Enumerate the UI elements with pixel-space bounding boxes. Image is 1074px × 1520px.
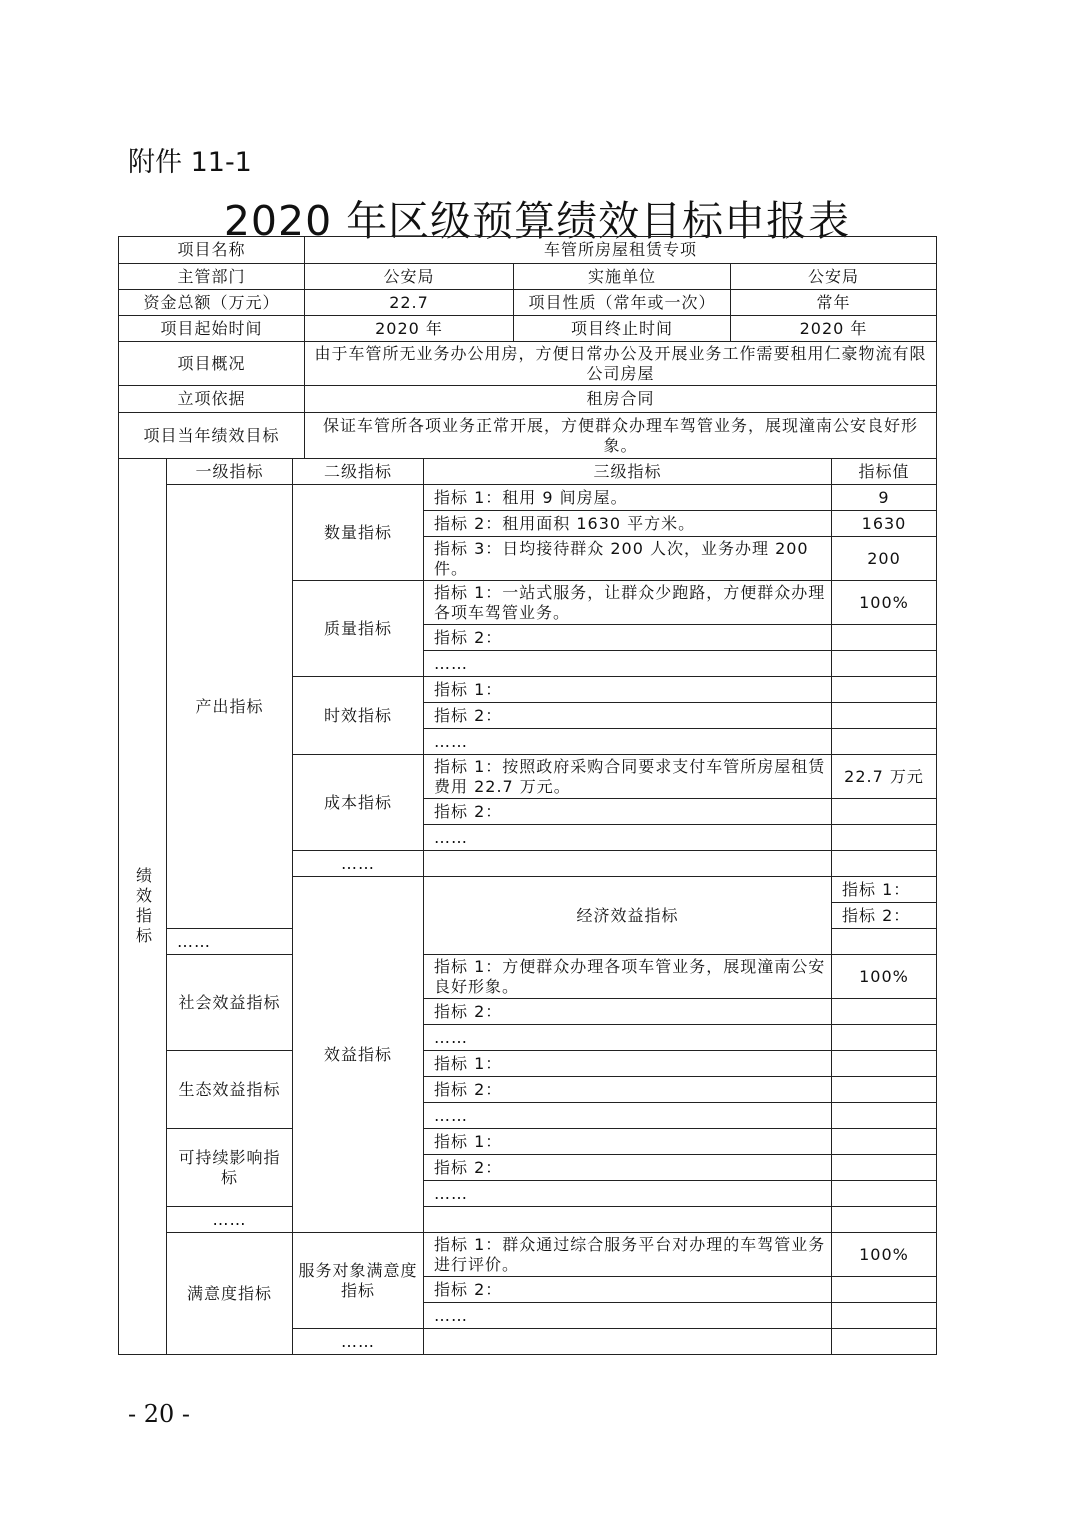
- level2-quality: 质量指标: [293, 581, 424, 677]
- level1-satisfaction: 满意度指标: [167, 1233, 293, 1355]
- economic-ind2: 指标 2：: [832, 903, 937, 929]
- page-title: 2020 年区级预算绩效目标申报表: [223, 197, 851, 245]
- start-label: 项目起始时间: [119, 316, 305, 342]
- empty-value: [832, 1129, 937, 1155]
- sustainable-ellipsis: ……: [424, 1181, 832, 1207]
- service-ind1: 指标 1：群众通过综合服务平台对办理的车驾管业务进行评价。: [424, 1233, 832, 1277]
- quantity-ind3: 指标 3：日均接待群众 200 人次，业务办理 200 件。: [424, 537, 832, 581]
- level2-service: 服务对象满意度指标: [293, 1233, 424, 1329]
- service-ellipsis: ……: [424, 1303, 832, 1329]
- timeliness-ind2: 指标 2：: [424, 703, 832, 729]
- empty-value: [832, 703, 937, 729]
- indicator-table: [118, 458, 937, 1355]
- fund-label: 资金总额（万元）: [119, 290, 305, 316]
- quantity-ind1: 指标 1：租用 9 间房屋。: [424, 485, 832, 511]
- page-number: - 20 -: [128, 1400, 191, 1428]
- empty-value: [832, 1077, 937, 1103]
- social-ind1-value: 100%: [832, 955, 937, 999]
- level2-timeliness: 时效指标: [293, 677, 424, 755]
- empty-value: [832, 729, 937, 755]
- output-level2-ellipsis: ……: [293, 851, 424, 877]
- level2-ecological: 生态效益指标: [167, 1051, 293, 1129]
- level2-social: 社会效益指标: [167, 955, 293, 1051]
- project-name-label: 项目名称: [119, 237, 305, 264]
- empty-value: [832, 1181, 937, 1207]
- empty-level3: [424, 1207, 832, 1233]
- end-label: 项目终止时间: [514, 316, 731, 342]
- dept-value: 公安局: [305, 264, 514, 290]
- empty-level3: [424, 851, 832, 877]
- project-name-value: 车管所房屋租赁专项: [305, 237, 937, 264]
- sustainable-ind2: 指标 2：: [424, 1155, 832, 1181]
- satisfaction-level2-ellipsis: ……: [293, 1329, 424, 1355]
- empty-value: [832, 625, 937, 651]
- empty-value: [832, 999, 937, 1025]
- col-level2: 二级指标: [293, 459, 424, 485]
- empty-value: [832, 1303, 937, 1329]
- quantity-ind1-value: 9: [832, 485, 937, 511]
- cost-ind2: 指标 2：: [424, 799, 832, 825]
- goal-label: 项目当年绩效目标: [119, 413, 305, 459]
- timeliness-ind1: 指标 1：: [424, 677, 832, 703]
- basis-label: 立项依据: [119, 386, 305, 413]
- social-ellipsis: ……: [424, 1025, 832, 1051]
- economic-ellipsis: ……: [167, 929, 293, 955]
- cost-ind1: 指标 1：按照政府采购合同要求支付车管所房屋租赁费用 22.7 万元。: [424, 755, 832, 799]
- cost-ind1-value: 22.7 万元: [832, 755, 937, 799]
- cost-ellipsis: ……: [424, 825, 832, 851]
- empty-value: [832, 651, 937, 677]
- dept-label: 主管部门: [119, 264, 305, 290]
- empty-value: [832, 825, 937, 851]
- benefit-level2-ellipsis: ……: [167, 1207, 293, 1233]
- basis-value: 租房合同: [305, 386, 937, 413]
- end-value: 2020 年: [731, 316, 937, 342]
- quantity-ind3-value: 200: [832, 537, 937, 581]
- quality-ellipsis: ……: [424, 651, 832, 677]
- nature-value: 常年: [731, 290, 937, 316]
- empty-value: [832, 1207, 937, 1233]
- empty-value: [832, 1155, 937, 1181]
- col-level3: 三级指标: [424, 459, 832, 485]
- attachment-label: 附件 11-1: [128, 147, 252, 178]
- side-label: 绩效指标: [133, 866, 153, 947]
- empty-value: [832, 1051, 937, 1077]
- empty-value: [832, 1025, 937, 1051]
- level2-cost: 成本指标: [293, 755, 424, 851]
- quantity-ind2: 指标 2：租用面积 1630 平方米。: [424, 511, 832, 537]
- level1-output: 产出指标: [167, 485, 293, 929]
- social-ind2: 指标 2：: [424, 999, 832, 1025]
- goal-value: 保证车管所各项业务正常开展，方便群众办理车驾管业务，展现潼南公安良好形象。: [305, 413, 937, 459]
- quality-ind1-value: 100%: [832, 581, 937, 625]
- side-label-cell: [119, 459, 167, 1355]
- service-ind2: 指标 2：: [424, 1277, 832, 1303]
- ecological-ind2: 指标 2：: [424, 1077, 832, 1103]
- level2-sustainable: 可持续影响指标: [167, 1129, 293, 1207]
- ecological-ind1: 指标 1：: [424, 1051, 832, 1077]
- quality-ind1: 指标 1：一站式服务，让群众少跑路，方便群众办理各项车驾管业务。: [424, 581, 832, 625]
- level1-benefit: 效益指标: [293, 877, 424, 1233]
- empty-level3: [424, 1329, 832, 1355]
- sustainable-ind1: 指标 1：: [424, 1129, 832, 1155]
- social-ind1: 指标 1：方便群众办理各项车管业务，展现潼南公安良好形象。: [424, 955, 832, 999]
- timeliness-ellipsis: ……: [424, 729, 832, 755]
- empty-value: [832, 1329, 937, 1355]
- fund-value: 22.7: [305, 290, 514, 316]
- overview-value: 由于车管所无业务办公用房，方便日常办公及开展业务工作需要租用仁豪物流有限公司房屋: [305, 342, 937, 386]
- overview-label: 项目概况: [119, 342, 305, 386]
- impl-unit-value: 公安局: [731, 264, 937, 290]
- impl-unit-label: 实施单位: [514, 264, 731, 290]
- nature-label: 项目性质（常年或一次）: [514, 290, 731, 316]
- level2-economic: 经济效益指标: [424, 877, 832, 955]
- ecological-ellipsis: ……: [424, 1103, 832, 1129]
- empty-value: [832, 1277, 937, 1303]
- empty-value: [832, 851, 937, 877]
- col-level1: 一级指标: [167, 459, 293, 485]
- empty-value: [832, 929, 937, 955]
- empty-value: [832, 677, 937, 703]
- quality-ind2: 指标 2：: [424, 625, 832, 651]
- economic-ind1: 指标 1：: [832, 877, 937, 903]
- empty-value: [832, 799, 937, 825]
- service-ind1-value: 100%: [832, 1233, 937, 1277]
- quantity-ind2-value: 1630: [832, 511, 937, 537]
- level2-quantity: 数量指标: [293, 485, 424, 581]
- start-value: 2020 年: [305, 316, 514, 342]
- project-info-table: [118, 236, 937, 459]
- col-value: 指标值: [832, 459, 937, 485]
- empty-value: [832, 1103, 937, 1129]
